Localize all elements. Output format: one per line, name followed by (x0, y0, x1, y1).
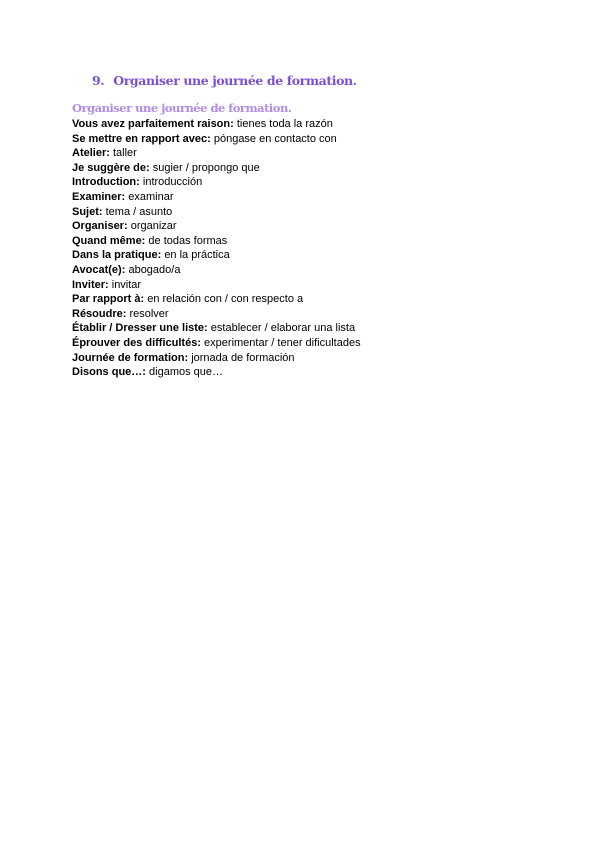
vocab-term: Sujet: (72, 205, 103, 218)
vocab-entry (72, 365, 361, 380)
vocab-entry (72, 146, 361, 161)
vocab-translation: sugier / propongo que (152, 161, 260, 174)
vocabulary-list (72, 117, 361, 380)
vocab-translation: de todas formas (148, 234, 228, 247)
vocabulary-subtitle: Organiser une journée de formation. (72, 101, 292, 115)
vocab-term: Quand même: (72, 234, 146, 247)
vocab-translation: establecer / elaborar una lista (210, 322, 356, 335)
vocab-translation: examinar (128, 190, 174, 203)
vocab-translation: póngase en contacto con (213, 132, 337, 145)
vocab-term: Éprouver des difficultés: (72, 336, 201, 349)
vocab-entry (72, 263, 361, 278)
vocab-term: Établir / Dresser une liste: (72, 322, 208, 335)
vocab-term: Atelier: (72, 147, 110, 160)
vocab-entry (72, 321, 361, 336)
vocab-entry (72, 219, 361, 234)
vocab-translation: introducción (142, 176, 203, 189)
vocab-translation: en relación con / con respecto a (147, 293, 304, 306)
vocab-entry (72, 205, 361, 220)
vocab-entry (72, 248, 361, 263)
section-number: 9. (92, 73, 105, 88)
vocab-translation: tienes toda la razón (236, 118, 333, 130)
vocab-term: Organiser: (72, 220, 128, 233)
section-title: Organiser une journée de formation. (113, 73, 357, 88)
vocab-term: Avocat(e): (72, 263, 126, 276)
vocab-entry (72, 132, 361, 147)
vocab-term: Introduction: (72, 176, 140, 189)
vocab-term: Disons que…: (72, 366, 146, 379)
vocab-translation: en la práctica (164, 249, 230, 262)
vocab-translation: resolver (129, 307, 169, 320)
section-heading (92, 73, 357, 88)
vocab-translation: jornada de formación (191, 351, 295, 364)
vocab-translation: organizar (130, 220, 177, 233)
vocab-term: Par rapport à: (72, 293, 145, 306)
vocab-term: Inviter: (72, 278, 109, 291)
vocab-translation: experimentar / tener dificultades (204, 336, 361, 349)
vocab-entry (72, 336, 361, 351)
vocab-entry (72, 117, 361, 132)
vocab-translation: digamos que… (149, 366, 224, 379)
vocab-entry (72, 351, 361, 366)
vocab-term: Se mettre en rapport avec: (72, 132, 211, 145)
vocab-entry (72, 234, 361, 249)
vocab-term: Je suggère de: (72, 161, 150, 174)
vocab-term: Résoudre: (72, 307, 127, 320)
vocab-term: Dans la pratique: (72, 249, 162, 262)
vocab-term: Examiner: (72, 190, 126, 203)
vocab-entry (72, 292, 361, 307)
vocab-translation: abogado/a (128, 263, 181, 276)
vocab-entry (72, 307, 361, 322)
vocab-translation: invitar (111, 278, 142, 291)
vocab-term: Vous avez parfaitement raison: (72, 118, 234, 130)
vocab-entry (72, 175, 361, 190)
vocab-entry (72, 190, 361, 205)
vocab-translation: taller (112, 147, 137, 160)
vocab-term: Journée de formation: (72, 351, 189, 364)
vocab-entry (72, 278, 361, 293)
vocab-translation: tema / asunto (105, 205, 173, 218)
vocab-entry (72, 161, 361, 176)
